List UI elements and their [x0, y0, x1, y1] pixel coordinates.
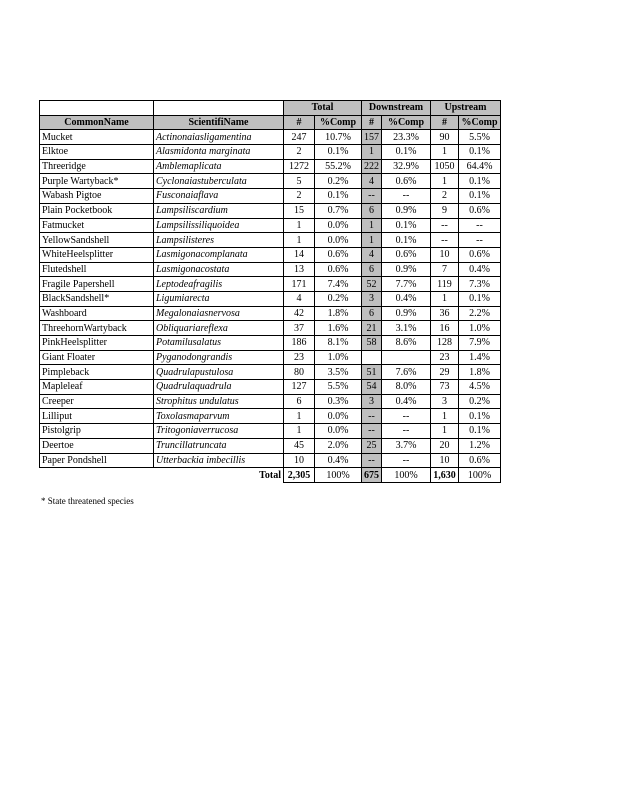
common-name-cell: WhiteHeelsplitter	[40, 247, 154, 262]
total-pct-cell: 0.0%	[315, 218, 362, 233]
table-row	[40, 380, 501, 395]
col-header-scientific: ScientifiName	[154, 115, 284, 130]
down-num-cell: 1	[362, 145, 382, 160]
down-pct-cell: 0.9%	[382, 203, 431, 218]
up-num-cell: 23	[431, 350, 459, 365]
table-row	[40, 336, 501, 351]
total-num-cell: 6	[284, 394, 315, 409]
total-pct-cell: 1.0%	[315, 350, 362, 365]
down-num-cell: 222	[362, 159, 382, 174]
down-num-cell: 3	[362, 291, 382, 306]
total-pct-cell: 0.3%	[315, 394, 362, 409]
total-pct-cell: 0.2%	[315, 174, 362, 189]
table-row	[40, 394, 501, 409]
total-label: Total	[40, 468, 284, 483]
scientific-name-cell: Pyganodongrandis	[154, 350, 284, 365]
total-pct-cell: 0.4%	[315, 453, 362, 468]
down-pct-cell: 3.7%	[382, 438, 431, 453]
down-pct-cell: 7.6%	[382, 365, 431, 380]
table-row	[40, 424, 501, 439]
col-header-total-num: #	[284, 115, 315, 130]
scientific-name-cell: Megalonaiasnervosa	[154, 306, 284, 321]
down-num-cell: --	[362, 424, 382, 439]
total-num-cell: 42	[284, 306, 315, 321]
col-header-total-pct: %Comp	[315, 115, 362, 130]
up-num-cell: 128	[431, 336, 459, 351]
down-pct-cell: --	[382, 189, 431, 204]
down-num-cell: --	[362, 189, 382, 204]
table-row	[40, 306, 501, 321]
table-row	[40, 277, 501, 292]
down-num-cell: 4	[362, 174, 382, 189]
table-row	[40, 453, 501, 468]
scientific-name-cell: Potamilusalatus	[154, 336, 284, 351]
up-pct-cell: 1.0%	[459, 321, 501, 336]
down-pct-cell: 8.0%	[382, 380, 431, 395]
total-pct-cell: 5.5%	[315, 380, 362, 395]
scientific-name-cell: Ligumiarecta	[154, 291, 284, 306]
up-num-cell: 1	[431, 145, 459, 160]
up-num-cell: 3	[431, 394, 459, 409]
table-row	[40, 291, 501, 306]
down-num-cell: 4	[362, 247, 382, 262]
scientific-name-cell: Utterbackia imbecillis	[154, 453, 284, 468]
up-num-cell: 119	[431, 277, 459, 292]
up-pct-cell: 0.4%	[459, 262, 501, 277]
table-row	[40, 262, 501, 277]
table-row	[40, 365, 501, 380]
scientific-name-cell: Lampsilisteres	[154, 233, 284, 248]
table-row	[40, 438, 501, 453]
down-pct-cell: 23.3%	[382, 130, 431, 145]
total-pct-cell: 0.1%	[315, 145, 362, 160]
common-name-cell: Mapleleaf	[40, 380, 154, 395]
common-name-cell: Paper Pondshell	[40, 453, 154, 468]
table-row	[40, 233, 501, 248]
up-num-cell: 1	[431, 409, 459, 424]
scientific-name-cell: Fusconaiaflava	[154, 189, 284, 204]
common-name-cell: Pistolgrip	[40, 424, 154, 439]
down-num-cell: 3	[362, 394, 382, 409]
scientific-name-cell: Quadrulaquadrula	[154, 380, 284, 395]
up-pct-cell: 0.1%	[459, 424, 501, 439]
table-row	[40, 203, 501, 218]
down-num-cell: 1	[362, 218, 382, 233]
header-blank-1	[40, 101, 154, 116]
common-name-cell: Deertoe	[40, 438, 154, 453]
up-pct-cell: 0.1%	[459, 174, 501, 189]
down-pct-cell: 0.9%	[382, 306, 431, 321]
group-header-downstream: Downstream	[362, 101, 431, 116]
down-pct-cell: --	[382, 409, 431, 424]
up-pct-cell: --	[459, 218, 501, 233]
scientific-name-cell: Truncillatruncata	[154, 438, 284, 453]
total-num-cell: 186	[284, 336, 315, 351]
common-name-cell: Purple Wartyback*	[40, 174, 154, 189]
scientific-name-cell: Lampsiliscardium	[154, 203, 284, 218]
up-pct-cell: 7.9%	[459, 336, 501, 351]
common-name-cell: Creeper	[40, 394, 154, 409]
total-pct-cell: 0.6%	[315, 247, 362, 262]
up-pct-cell: 1.8%	[459, 365, 501, 380]
up-pct-cell: 0.6%	[459, 203, 501, 218]
scientific-name-cell: Quadrulapustulosa	[154, 365, 284, 380]
table-row	[40, 409, 501, 424]
col-header-up-pct: %Comp	[459, 115, 501, 130]
common-name-cell: PinkHeelsplitter	[40, 336, 154, 351]
total-pct-cell: 10.7%	[315, 130, 362, 145]
up-num-cell: 2	[431, 189, 459, 204]
up-num-cell: --	[431, 218, 459, 233]
total-num-cell: 171	[284, 277, 315, 292]
down-pct-cell: 0.6%	[382, 174, 431, 189]
up-pct-cell: 5.5%	[459, 130, 501, 145]
scientific-name-cell: Lasmigonacomplanata	[154, 247, 284, 262]
table-row	[40, 247, 501, 262]
up-total-pct: 100%	[459, 468, 501, 483]
down-num-cell: 1	[362, 233, 382, 248]
down-total-pct: 100%	[382, 468, 431, 483]
down-pct-cell	[382, 350, 431, 365]
total-pct: 100%	[315, 468, 362, 483]
down-num-cell: --	[362, 409, 382, 424]
up-num-cell: 10	[431, 247, 459, 262]
table-row	[40, 218, 501, 233]
total-pct-cell: 8.1%	[315, 336, 362, 351]
up-num-cell: 1	[431, 291, 459, 306]
down-num-cell	[362, 350, 382, 365]
scientific-name-cell: Alasmidonta marginata	[154, 145, 284, 160]
up-num-cell: 1	[431, 424, 459, 439]
table-row	[40, 145, 501, 160]
down-pct-cell: 0.1%	[382, 233, 431, 248]
down-pct-cell: 3.1%	[382, 321, 431, 336]
down-pct-cell: 0.1%	[382, 218, 431, 233]
total-num-cell: 127	[284, 380, 315, 395]
table-row	[40, 189, 501, 204]
up-pct-cell: 7.3%	[459, 277, 501, 292]
table-row	[40, 159, 501, 174]
common-name-cell: Fatmucket	[40, 218, 154, 233]
total-num-cell: 1	[284, 409, 315, 424]
down-total-num: 675	[362, 468, 382, 483]
up-pct-cell: 0.1%	[459, 145, 501, 160]
total-pct-cell: 0.0%	[315, 424, 362, 439]
total-num-cell: 15	[284, 203, 315, 218]
table-row	[40, 350, 501, 365]
common-name-cell: Plain Pocketbook	[40, 203, 154, 218]
total-row	[40, 468, 501, 483]
down-num-cell: 52	[362, 277, 382, 292]
down-num-cell: 6	[362, 306, 382, 321]
total-pct-cell: 0.2%	[315, 291, 362, 306]
header-blank-2	[154, 101, 284, 116]
down-pct-cell: 0.1%	[382, 145, 431, 160]
total-num-cell: 80	[284, 365, 315, 380]
up-pct-cell: 0.2%	[459, 394, 501, 409]
total-num-cell: 2	[284, 189, 315, 204]
total-num-cell: 13	[284, 262, 315, 277]
col-header-down-num: #	[362, 115, 382, 130]
scientific-name-cell: Leptodeafragilis	[154, 277, 284, 292]
up-total-num: 1,630	[431, 468, 459, 483]
common-name-cell: Washboard	[40, 306, 154, 321]
total-num-cell: 1	[284, 424, 315, 439]
total-num-cell: 45	[284, 438, 315, 453]
down-pct-cell: 7.7%	[382, 277, 431, 292]
up-pct-cell: 64.4%	[459, 159, 501, 174]
down-num-cell: 58	[362, 336, 382, 351]
down-pct-cell: 0.6%	[382, 247, 431, 262]
col-header-common: CommonName	[40, 115, 154, 130]
col-header-down-pct: %Comp	[382, 115, 431, 130]
total-num: 2,305	[284, 468, 315, 483]
total-num-cell: 1	[284, 218, 315, 233]
down-pct-cell: --	[382, 424, 431, 439]
total-num-cell: 23	[284, 350, 315, 365]
scientific-name-cell: Toxolasmaparvum	[154, 409, 284, 424]
total-num-cell: 37	[284, 321, 315, 336]
down-pct-cell: 0.4%	[382, 291, 431, 306]
scientific-name-cell: Cyclonaiastuberculata	[154, 174, 284, 189]
common-name-cell: Lilliput	[40, 409, 154, 424]
down-num-cell: 21	[362, 321, 382, 336]
up-pct-cell: 0.1%	[459, 291, 501, 306]
footnote: * State threatened species	[41, 496, 134, 506]
total-num-cell: 14	[284, 247, 315, 262]
common-name-cell: ThreehornWartyback	[40, 321, 154, 336]
down-pct-cell: 0.4%	[382, 394, 431, 409]
scientific-name-cell: Obliquariareflexa	[154, 321, 284, 336]
down-pct-cell: --	[382, 453, 431, 468]
total-num-cell: 1272	[284, 159, 315, 174]
up-num-cell: 90	[431, 130, 459, 145]
table-row	[40, 174, 501, 189]
up-pct-cell: --	[459, 233, 501, 248]
down-num-cell: 54	[362, 380, 382, 395]
up-num-cell: 1050	[431, 159, 459, 174]
down-pct-cell: 32.9%	[382, 159, 431, 174]
table-row	[40, 130, 501, 145]
total-num-cell: 4	[284, 291, 315, 306]
up-num-cell: 7	[431, 262, 459, 277]
total-pct-cell: 1.6%	[315, 321, 362, 336]
down-num-cell: 157	[362, 130, 382, 145]
total-pct-cell: 0.0%	[315, 233, 362, 248]
common-name-cell: Flutedshell	[40, 262, 154, 277]
scientific-name-cell: Lasmigonacostata	[154, 262, 284, 277]
common-name-cell: Wabash Pigtoe	[40, 189, 154, 204]
total-pct-cell: 0.1%	[315, 189, 362, 204]
up-pct-cell: 2.2%	[459, 306, 501, 321]
common-name-cell: Threeridge	[40, 159, 154, 174]
total-pct-cell: 7.4%	[315, 277, 362, 292]
up-pct-cell: 4.5%	[459, 380, 501, 395]
common-name-cell: Pimpleback	[40, 365, 154, 380]
total-pct-cell: 55.2%	[315, 159, 362, 174]
total-num-cell: 5	[284, 174, 315, 189]
total-num-cell: 2	[284, 145, 315, 160]
up-num-cell: 10	[431, 453, 459, 468]
up-pct-cell: 1.2%	[459, 438, 501, 453]
total-pct-cell: 0.0%	[315, 409, 362, 424]
up-pct-cell: 0.6%	[459, 247, 501, 262]
group-header-total: Total	[284, 101, 362, 116]
up-num-cell: 73	[431, 380, 459, 395]
mussel-species-table	[39, 100, 501, 483]
scientific-name-cell: Amblemaplicata	[154, 159, 284, 174]
common-name-cell: BlackSandshell*	[40, 291, 154, 306]
group-header-upstream: Upstream	[431, 101, 501, 116]
total-pct-cell: 2.0%	[315, 438, 362, 453]
common-name-cell: Elktoe	[40, 145, 154, 160]
up-num-cell: 29	[431, 365, 459, 380]
up-pct-cell: 0.1%	[459, 409, 501, 424]
common-name-cell: Giant Floater	[40, 350, 154, 365]
down-num-cell: 6	[362, 262, 382, 277]
total-pct-cell: 0.7%	[315, 203, 362, 218]
table-row	[40, 321, 501, 336]
down-pct-cell: 0.9%	[382, 262, 431, 277]
common-name-cell: Mucket	[40, 130, 154, 145]
up-pct-cell: 0.6%	[459, 453, 501, 468]
up-pct-cell: 1.4%	[459, 350, 501, 365]
up-num-cell: 20	[431, 438, 459, 453]
up-num-cell: --	[431, 233, 459, 248]
down-num-cell: --	[362, 453, 382, 468]
scientific-name-cell: Strophitus undulatus	[154, 394, 284, 409]
scientific-name-cell: Actinonaiasligamentina	[154, 130, 284, 145]
total-pct-cell: 0.6%	[315, 262, 362, 277]
total-pct-cell: 3.5%	[315, 365, 362, 380]
total-num-cell: 1	[284, 233, 315, 248]
down-pct-cell: 8.6%	[382, 336, 431, 351]
down-num-cell: 6	[362, 203, 382, 218]
col-header-up-num: #	[431, 115, 459, 130]
scientific-name-cell: Lampsilissiliquoidea	[154, 218, 284, 233]
down-num-cell: 25	[362, 438, 382, 453]
up-pct-cell: 0.1%	[459, 189, 501, 204]
total-num-cell: 10	[284, 453, 315, 468]
total-num-cell: 247	[284, 130, 315, 145]
up-num-cell: 36	[431, 306, 459, 321]
common-name-cell: Fragile Papershell	[40, 277, 154, 292]
common-name-cell: YellowSandshell	[40, 233, 154, 248]
down-num-cell: 51	[362, 365, 382, 380]
up-num-cell: 16	[431, 321, 459, 336]
scientific-name-cell: Tritogoniaverrucosa	[154, 424, 284, 439]
up-num-cell: 9	[431, 203, 459, 218]
up-num-cell: 1	[431, 174, 459, 189]
total-pct-cell: 1.8%	[315, 306, 362, 321]
